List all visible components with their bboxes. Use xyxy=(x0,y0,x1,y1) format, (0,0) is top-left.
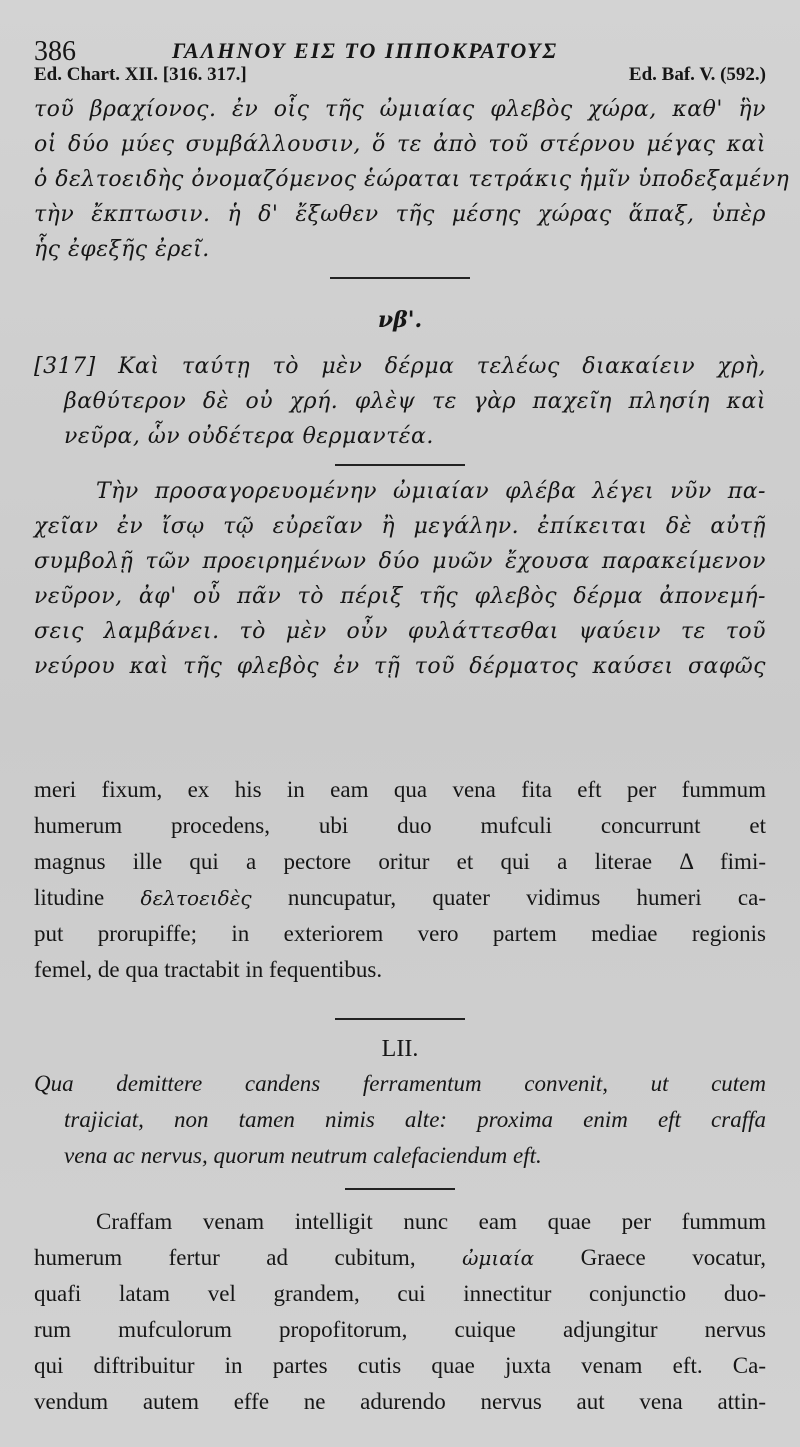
edition-chart-reference: Ed. Chart. XII. [316. 317.] xyxy=(34,64,247,85)
text-line: Τὴν προσαγορευομένην ὠμιαίαν φλέβα λέγει νῦν πα- xyxy=(96,479,766,504)
text-line: συμβολῇ τῶν προειρημένων δύο μυῶν ἔχουσα παρακείμενον xyxy=(34,549,766,574)
text-line: put prorupiffe; in exteriorem vero partem mediae regionis xyxy=(34,921,766,946)
section-divider xyxy=(345,1188,455,1190)
section-divider xyxy=(335,1018,465,1020)
latin-commentary xyxy=(34,1204,766,1420)
text-line: τοῦ βραχίονος. ἐν οἷς τῆς ὠμιαίας φλεβὸς χώρα, καθ' ἣν xyxy=(34,97,766,122)
text-line: βαθύτερον δὲ οὐ χρή. φλὲψ τε γὰρ παχεῖη πλησίη καὶ xyxy=(64,389,766,414)
text-line: Qua demittere candens ferramentum convenit, ut cutem xyxy=(34,1071,766,1096)
greek-term: δελτοειδὲς xyxy=(140,886,252,910)
latin-section-number: LII. xyxy=(381,1036,419,1062)
text-line: quafi latam vel grandem, cui innectitur conjunctio duo- xyxy=(34,1281,766,1306)
text-line: Craffam venam intelligit nunc eam quae per fummum xyxy=(96,1209,766,1234)
text-line: οἱ δύο μύες συμβάλλουσιν, ὅ τε ἀπὸ τοῦ στέρνου μέγας καὶ xyxy=(34,132,766,157)
text-segment: nuncupatur, quater vidimus humeri ca- xyxy=(251,885,766,910)
text-line: χεῖαν ἐν ἴσῳ τῷ εὐρεῖαν ἢ μεγάλην. ἐπίκειται δὲ αὐτῇ xyxy=(34,514,766,539)
text-segment: humerum fertur ad cubitum, xyxy=(34,1245,463,1270)
edition-basel-reference: Ed. Baf. V. (592.) xyxy=(628,64,766,85)
edition-references xyxy=(34,64,766,92)
text-line: magnus ille qui a pectore oritur et qui a literae Δ fimi- xyxy=(34,849,766,874)
page-header xyxy=(34,34,766,67)
greek-commentary xyxy=(34,474,766,684)
page-number: 386 xyxy=(34,36,76,67)
latin-lemma xyxy=(34,1066,766,1174)
text-line: humerum procedens, ubi duo mufculi concurrunt et xyxy=(34,813,766,838)
text-segment: litudine xyxy=(34,885,141,910)
text-line: meri fixum, ex his in eam qua vena fita eft per fummum xyxy=(34,777,766,802)
blank-gap xyxy=(34,684,766,772)
text-segment: Graece vocatur, xyxy=(534,1245,766,1270)
text-line: vendum autem effe ne adurendo nervus aut vena attin- xyxy=(34,1389,766,1414)
section-divider xyxy=(330,277,470,279)
text-line: νεῦρα, ὧν οὐδέτερα θερμαντέα. xyxy=(64,424,434,449)
section-divider xyxy=(335,464,465,466)
greek-text-block xyxy=(34,92,790,267)
text-line: τὴν ἔκπτωσιν. ἡ δ' ἔξωθεν τῆς μέσης χώρας ἅπαξ, ὑπὲρ xyxy=(34,202,766,227)
greek-section-number: νβ'. xyxy=(377,307,423,333)
latin-text-block xyxy=(34,772,766,988)
greek-lemma xyxy=(34,349,766,454)
text-line: νεύρου καὶ τῆς φλεβὸς ἐν τῇ τοῦ δέρματος καύσει σαφῶς xyxy=(34,654,766,679)
text-line: trajiciat, non tamen nimis alte: proxima enim eft craffa xyxy=(64,1107,766,1132)
greek-term: ὠμιαία xyxy=(462,1246,535,1270)
text-line: νεῦρον, ἀφ' οὗ πᾶν τὸ πέριξ τῆς φλεβὸς δέρμα ἀπονεμή- xyxy=(34,584,766,609)
text-line xyxy=(34,880,766,916)
text-line: ὁ δελτοειδὴς ὀνομαζόμενος ἑώραται τετράκις ἡμῖν ὑποδεξαμένη xyxy=(34,167,790,192)
text-line: vena ac nervus, quorum neutrum calefaciendum eft. xyxy=(64,1143,542,1168)
text-line: femel, de qua tractabit in fequentibus. xyxy=(34,957,383,982)
text-line: σεις λαμβάνει. τὸ μὲν οὖν φυλάττεσθαι ψαύειν τε τοῦ xyxy=(34,619,766,644)
text-line: rum mufculorum propofitorum, cuique adjungitur nervus xyxy=(34,1317,766,1342)
text-line: [317] Καὶ ταύτῃ τὸ μὲν δέρμα τελέως διακαίειν χρὴ, xyxy=(34,354,766,379)
text-line: ἧς ἐφεξῆς ἐρεῖ. xyxy=(34,237,210,262)
text-line: qui diftribuitur in partes cutis quae juxta venam eft. Ca- xyxy=(34,1353,766,1378)
running-title: ΓΑΛΗΝΟΥ ΕΙΣ ΤΟ ΙΠΠΟΚΡΑΤΟΥΣ xyxy=(172,38,559,63)
text-line xyxy=(34,1240,766,1276)
